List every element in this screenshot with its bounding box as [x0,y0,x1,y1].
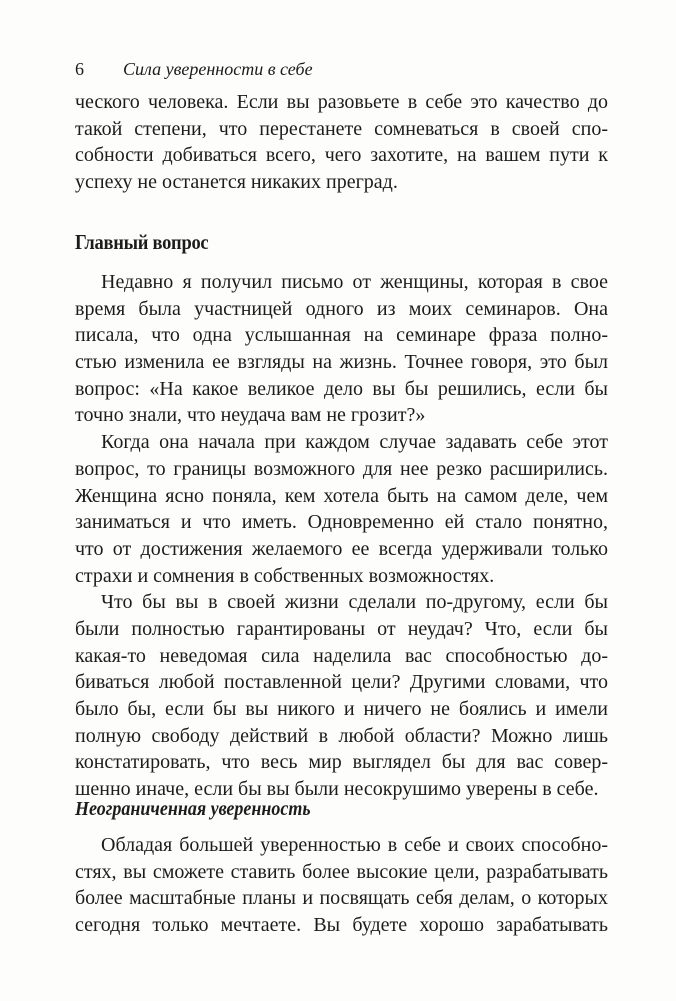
paragraph-block-intro [75,89,608,196]
text-line: страхи и сомнения в собственных возможностях. [75,564,495,587]
text-line: собности добиваться всего, чего захотите, на вашем пути к [75,144,608,167]
text-line: сегодня только мечтаете. Вы будете хорошо зарабатывать [75,914,608,937]
text-line: шенно иначе, если бы вы были несокрушимо уверены в себе. [75,778,599,801]
text-line: более масштабные планы и посвящать себя делам, о которых [75,887,608,910]
text-line: что от достижения желаемого ее всегда удерживали только [75,537,608,560]
paragraph-block-unlimited-confidence [75,832,608,939]
text-line: ческого человека. Если вы разовьете в себе это качество до [75,91,608,113]
text-line: такой степени, что перестанете сомневаться в своей спо- [75,117,608,140]
text-line: успеху не останется никаких преград. [75,171,398,194]
text-line: Когда она начала при каждом случае задавать себе этот [101,431,608,454]
text-line: Недавно я получил письмо от женщины, которая в свое [101,271,608,293]
text-line: вопрос, то границы возможного для нее резко расширились. [75,457,608,480]
running-title: Сила уверенности в себе [123,59,313,79]
text-line: какая-то неведомая сила наделила вас способностью до- [75,644,608,667]
text-line: время была участницей одного из моих семинаров. Она [75,297,608,320]
page-number: 6 [75,59,84,79]
text-line: писала, что одна услышанная на семинаре фраза полно- [75,324,608,347]
text-line: было бы, если бы вы никого и ничего не боялись и имели [75,698,608,720]
text-line: стях, вы сможете ставить более высокие цели, разрабатывать [75,860,608,883]
text-line: Обладая большей уверенностью в себе и своих способно- [101,834,608,856]
text-line: Женщина ясно поняла, кем хотела быть на самом деле, чем [75,484,608,507]
text-line: биваться любой поставленной цели? Другими словами, что [75,671,608,694]
paragraph-block-main-question [75,269,608,803]
text-line: точно знали, что неудача вам не грозит?» [75,404,426,427]
running-header [75,59,313,80]
text-line: полную свободу действий в любой области? Можно лишь [75,724,608,747]
text-line: заниматься и что иметь. Одновременно ей стало понятно, [75,511,608,534]
subsection-heading: Неограниченная уверенность [75,798,311,820]
text-line: Что бы вы в своей жизни сделали по-другому, если бы [101,591,608,614]
text-line: стью изменила ее взгляды на жизнь. Точнее говоря, это был [75,351,608,374]
section-heading: Главный вопрос [75,230,209,254]
text-line: были полностью гарантированы от неудач? Что, если бы [75,617,608,640]
text-line: констатировать, что весь мир выглядел бы для вас совер- [75,751,608,774]
text-line: вопрос: «На какое великое дело вы бы решились, если бы [75,377,608,400]
